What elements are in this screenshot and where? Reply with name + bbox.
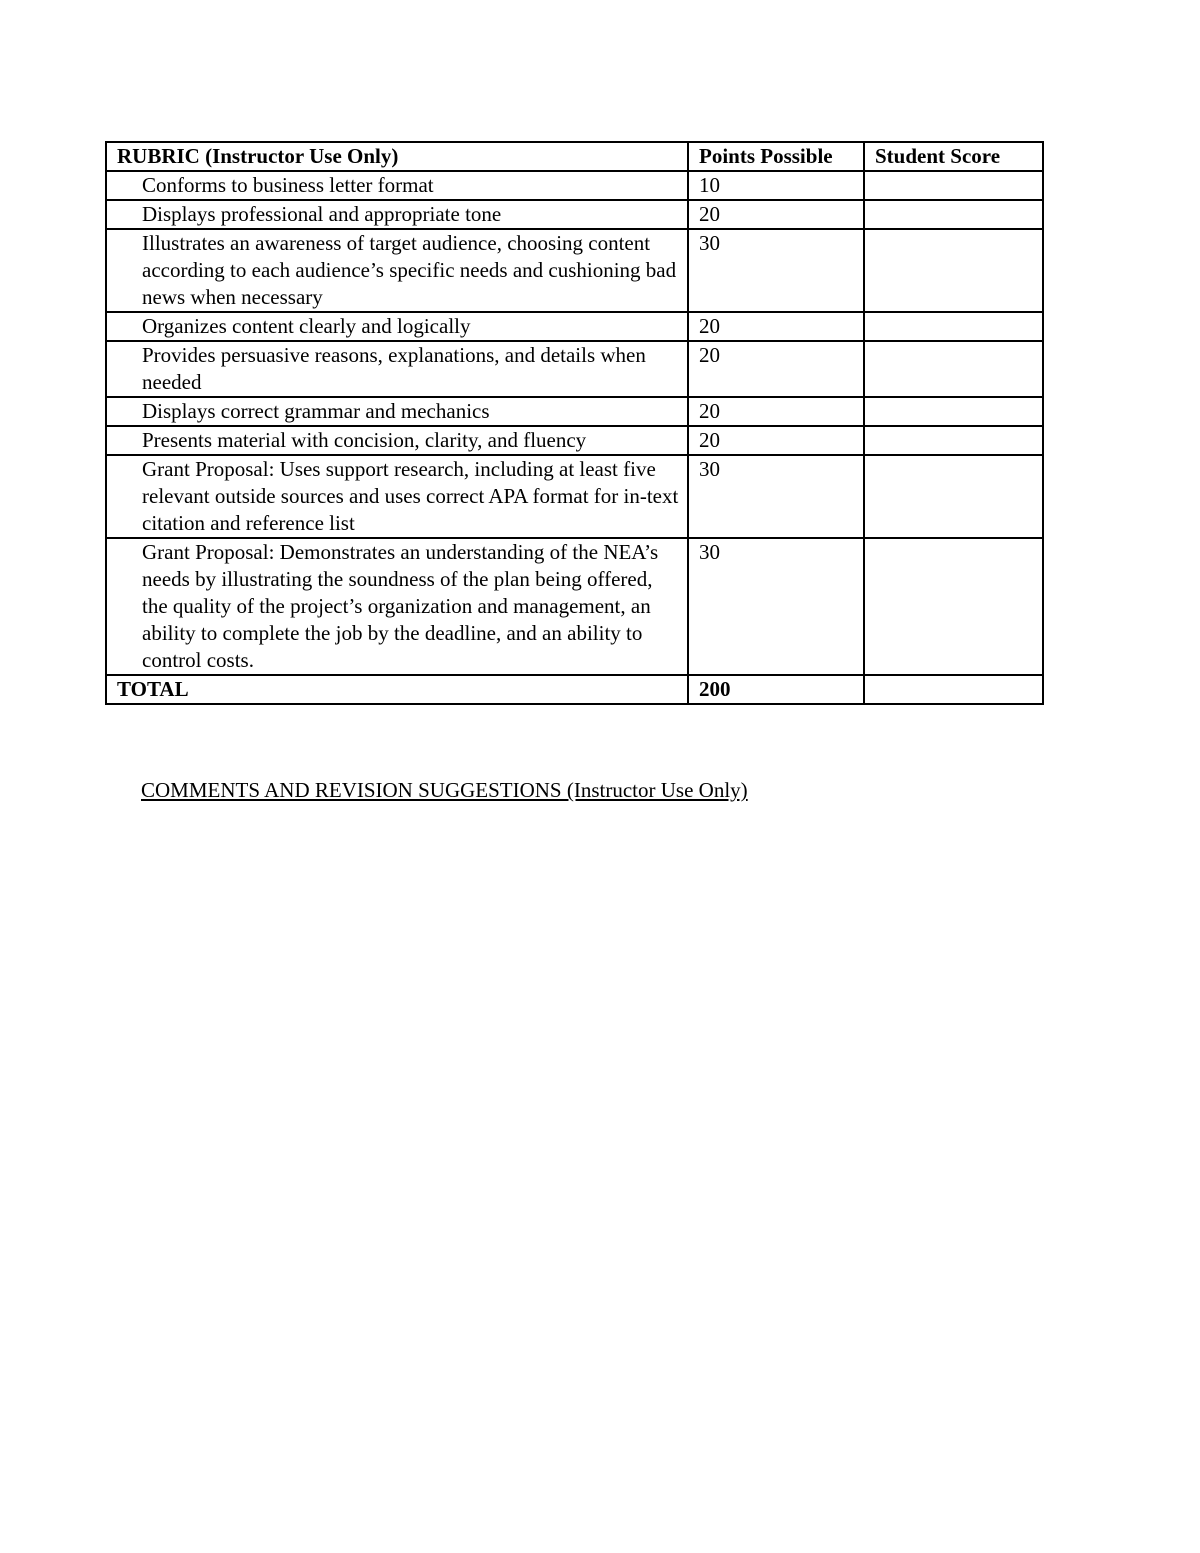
rubric-points: 20 <box>688 341 864 397</box>
rubric-points: 20 <box>688 426 864 455</box>
rubric-score-cell <box>864 538 1043 675</box>
rubric-row <box>106 229 1043 312</box>
rubric-criterion: Provides persuasive reasons, explanations, and details when needed <box>106 341 688 397</box>
rubric-row <box>106 200 1043 229</box>
rubric-criterion: Illustrates an awareness of target audience, choosing content according to each audience’s specific needs and cushioning bad news when necessary <box>106 229 688 312</box>
rubric-score-cell <box>864 171 1043 200</box>
rubric-row <box>106 426 1043 455</box>
rubric-header-criteria: RUBRIC (Instructor Use Only) <box>106 142 688 171</box>
rubric-score-cell <box>864 455 1043 538</box>
rubric-score-cell <box>864 200 1043 229</box>
rubric-row <box>106 455 1043 538</box>
rubric-row <box>106 312 1043 341</box>
rubric-points: 30 <box>688 455 864 538</box>
rubric-total-row <box>106 675 1043 704</box>
rubric-score-cell <box>864 397 1043 426</box>
rubric-row <box>106 341 1043 397</box>
rubric-total-score-cell <box>864 675 1043 704</box>
rubric-row <box>106 397 1043 426</box>
rubric-score-cell <box>864 426 1043 455</box>
rubric-criterion: Presents material with concision, clarity, and fluency <box>106 426 688 455</box>
rubric-points: 20 <box>688 312 864 341</box>
rubric-total-label: TOTAL <box>106 675 688 704</box>
rubric-criterion: Displays correct grammar and mechanics <box>106 397 688 426</box>
rubric-criterion: Displays professional and appropriate tone <box>106 200 688 229</box>
rubric-points: 30 <box>688 229 864 312</box>
rubric-score-cell <box>864 341 1043 397</box>
rubric-criterion: Grant Proposal: Uses support research, including at least five relevant outside sources and uses correct APA format for in-text citation and reference list <box>106 455 688 538</box>
rubric-criterion: Grant Proposal: Demonstrates an understanding of the NEA’s needs by illustrating the soundness of the plan being offered, the quality of the project’s organization and management, an ability to complete the job by the deadline, and an ability to control costs. <box>106 538 688 675</box>
rubric-header-points: Points Possible <box>688 142 864 171</box>
rubric-header-row <box>106 142 1043 171</box>
rubric-points: 10 <box>688 171 864 200</box>
rubric-row <box>106 538 1043 675</box>
rubric-points: 20 <box>688 397 864 426</box>
rubric-header-score: Student Score <box>864 142 1043 171</box>
rubric-table <box>105 141 1044 705</box>
rubric-row <box>106 171 1043 200</box>
rubric-points: 20 <box>688 200 864 229</box>
rubric-points: 30 <box>688 538 864 675</box>
rubric-score-cell <box>864 312 1043 341</box>
rubric-total-points: 200 <box>688 675 864 704</box>
rubric-criterion: Conforms to business letter format <box>106 171 688 200</box>
rubric-criterion: Organizes content clearly and logically <box>106 312 688 341</box>
comments-heading: COMMENTS AND REVISION SUGGESTIONS (Instructor Use Only) <box>141 778 748 802</box>
rubric-score-cell <box>864 229 1043 312</box>
